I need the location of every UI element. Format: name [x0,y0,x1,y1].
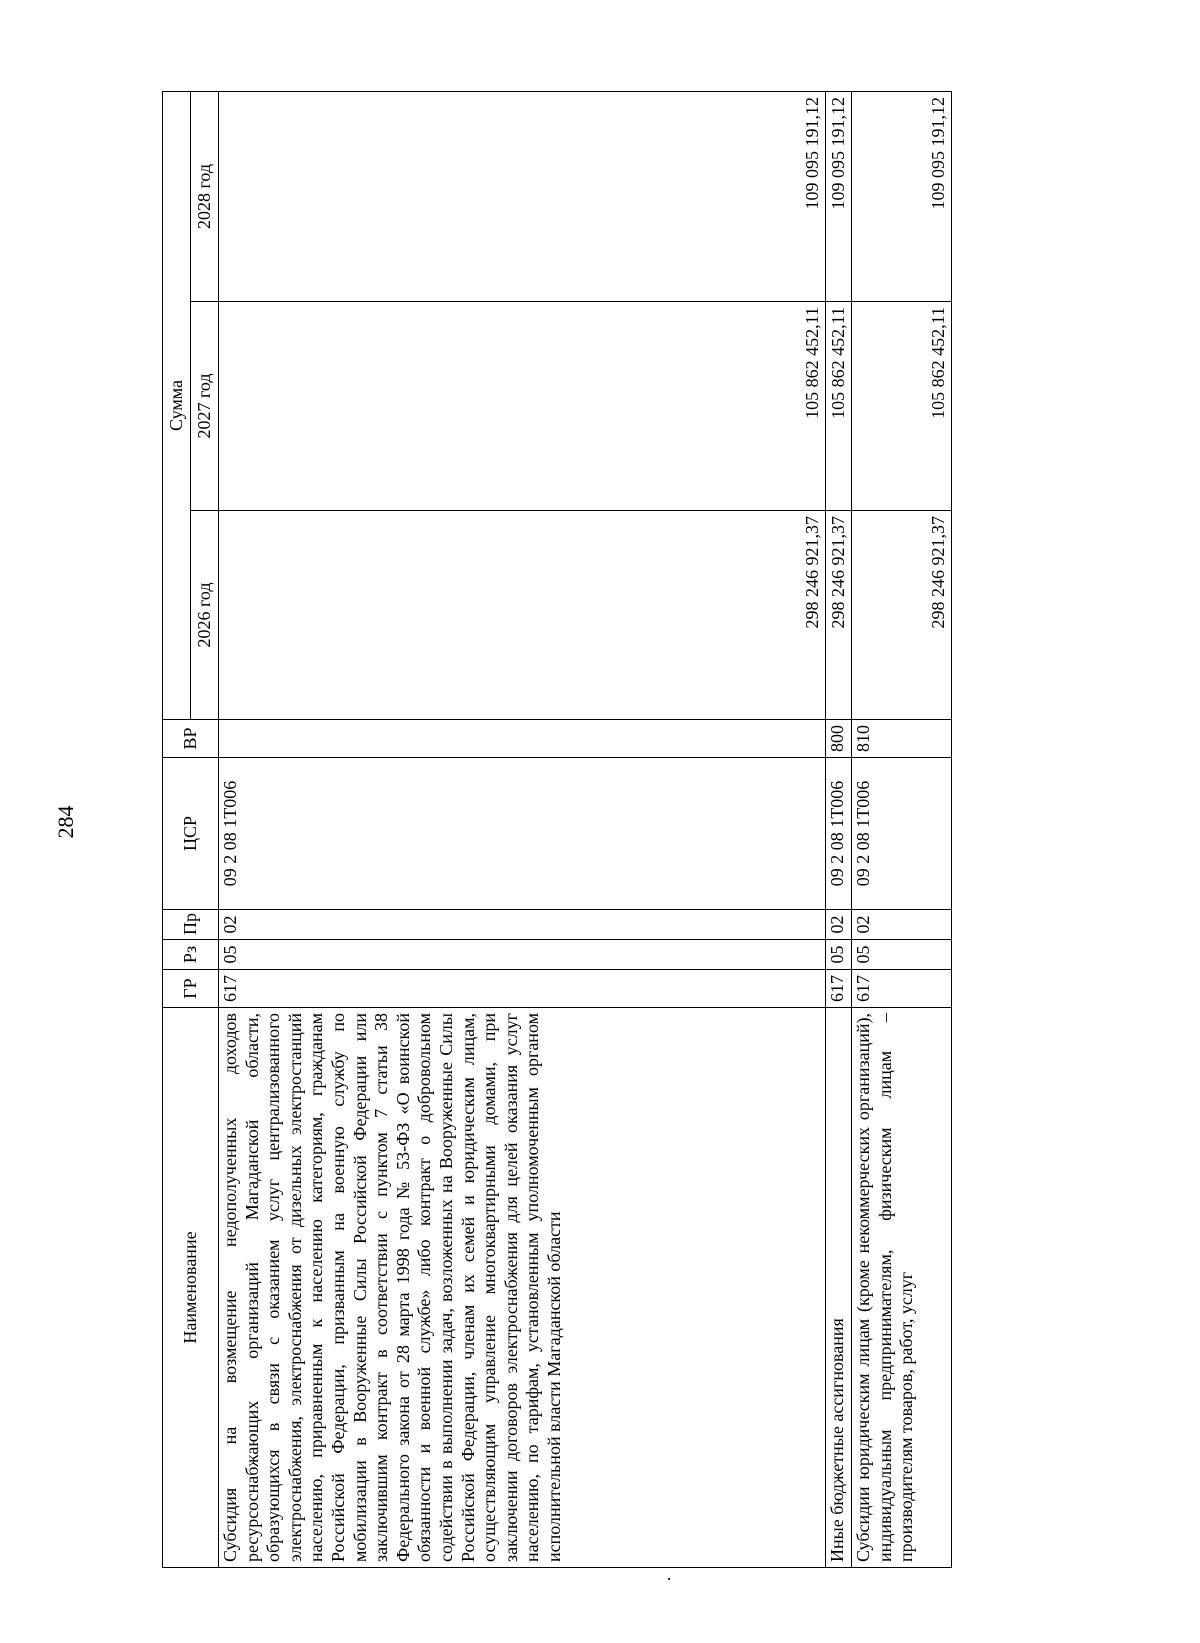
row-vr [219,720,826,758]
row-rz: 05 [852,940,952,970]
row-name: Субсидия на возмещение недополученных доходов ресурсоснабжающих организаций Магаданской области, образующихся в связи с оказанием услуг централизованного электроснабжения, электроснабжения от дизельных электростанций населению, приравненным к населению категориям, гражданам Российской Федерации, призванным на военную службу по мобилизации в Вооруженные Силы Российской Федерации или заключившим контракт в соответствии с пунктом 7 статьи 38 Федерального закона от 28 марта 1998 года № 53-ФЗ «О воинской обязанности и военной службе» либо контракт о добровольном содействии в выполнении задач, возложенных на Вооруженные Силы Российской Федерации, членам их семей и юридическим лицам, осуществляющим управление многоквартирными домами, при заключении договоров электроснабжения для целей оказания услуг населению, по тарифам, установленным уполномоченным органом исполнительной власти Магаданской области [219,1008,826,1568]
row-sum-2026: 298 246 921,37 [826,511,852,720]
header-pr: Пр [163,910,219,940]
row-pr: 02 [852,910,952,940]
table-row [219,91,826,1567]
row-rz: 05 [826,940,852,970]
rotated-table-wrapper [162,92,952,1568]
row-csr: 09 2 08 1Т006 [219,758,826,910]
table-row [852,91,952,1567]
row-sum-2026: 298 246 921,37 [852,511,952,720]
row-csr: 09 2 08 1Т006 [852,758,952,910]
header-year-2028: 2028 год [191,91,219,301]
row-sum-2028: 109 095 191,12 [826,91,852,301]
row-name: Субсидии юридическим лицам (кроме некоммерческих организаций), индивидуальным предпринимателям, физическим лицам – производителям товаров, работ, услуг [852,1008,952,1568]
row-pr: 02 [826,910,852,940]
header-gr: ГР [163,970,219,1008]
row-rz: 05 [219,940,826,970]
row-vr: 810 [852,720,952,758]
row-gr: 617 [219,970,826,1008]
header-sum: Сумма [163,91,191,719]
header-vr: ВР [163,720,219,758]
row-sum-2027: 105 862 452,11 [826,302,852,511]
row-sum-2027: 105 862 452,11 [852,302,952,511]
row-name: Иные бюджетные ассигнования [826,1008,852,1568]
row-gr: 617 [852,970,952,1008]
header-year-2026: 2026 год [191,511,219,720]
row-sum-2028: 109 095 191,12 [852,91,952,301]
row-vr: 800 [826,720,852,758]
header-csr: ЦСР [163,758,219,910]
header-name: Наименование [163,1008,219,1568]
row-gr: 617 [826,970,852,1008]
header-row-top [163,91,191,1567]
header-year-2027: 2027 год [191,302,219,511]
row-sum-2027: 105 862 452,11 [219,302,826,511]
page-number: 284 [53,805,78,839]
row-pr: 02 [219,910,826,940]
row-sum-2026: 298 246 921,37 [219,511,826,720]
scan-speck [668,1578,670,1580]
row-csr: 09 2 08 1Т006 [826,758,852,910]
header-rz: Рз [163,940,219,970]
budget-table [162,91,952,1568]
row-sum-2028: 109 095 191,12 [219,91,826,301]
table-row [826,91,852,1567]
